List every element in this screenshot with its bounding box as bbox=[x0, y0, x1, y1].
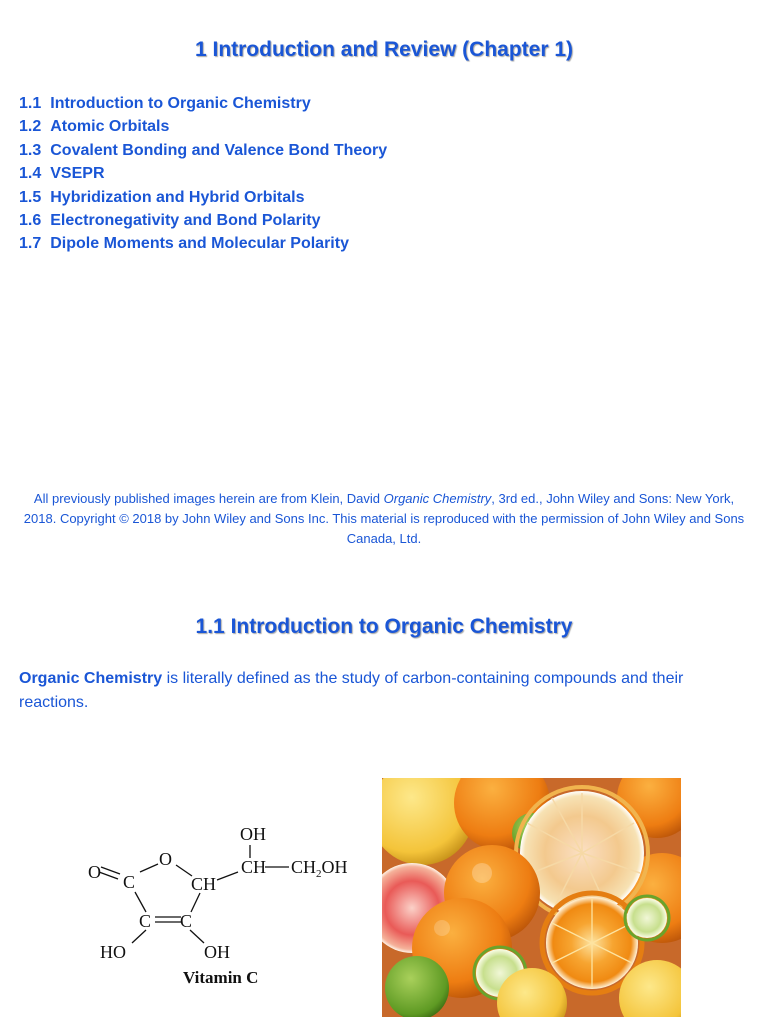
definition-paragraph bbox=[19, 667, 739, 715]
toc-label: Dipole Moments and Molecular Polarity bbox=[50, 235, 349, 253]
atom-label-subscript: 2 bbox=[316, 868, 322, 880]
vitamin-c-structure bbox=[80, 810, 370, 995]
atom-label: C bbox=[180, 911, 193, 931]
toc-label: Electronegativity and Bond Polarity bbox=[50, 212, 321, 230]
atom-label: HO bbox=[100, 942, 126, 962]
toc-item[interactable] bbox=[19, 139, 387, 162]
atom-label: O bbox=[159, 849, 172, 869]
toc-number: 1.4 bbox=[19, 165, 42, 183]
molecule-caption: Vitamin C bbox=[183, 968, 259, 987]
atom-label: OH bbox=[204, 942, 230, 962]
atom-label-main: CH bbox=[291, 857, 317, 877]
atom-label: CH bbox=[191, 874, 217, 894]
toc-label: Covalent Bonding and Valence Bond Theory bbox=[50, 141, 388, 159]
toc-item[interactable] bbox=[19, 209, 387, 232]
toc-number: 1.6 bbox=[19, 212, 42, 230]
toc-label: VSEPR bbox=[50, 165, 105, 183]
credit-book-title: Organic Chemistry bbox=[383, 491, 492, 506]
definition-text: is literally defined as the study of carbon-containing compounds and their reactions. bbox=[19, 670, 684, 711]
toc-number: 1.2 bbox=[19, 118, 42, 136]
citrus-fruit-photo bbox=[382, 778, 681, 1017]
credit-text: All previously published images herein are from Klein, David bbox=[33, 491, 384, 506]
toc-label: Atomic Orbitals bbox=[50, 118, 170, 136]
atom-label: C bbox=[139, 911, 152, 931]
page-title: 1 Introduction and Review (Chapter 1) bbox=[194, 38, 574, 61]
toc-number: 1.1 bbox=[19, 95, 42, 112]
toc-item[interactable] bbox=[19, 115, 387, 138]
toc-label: Hybridization and Hybrid Orbitals bbox=[50, 188, 305, 206]
copyright-notice bbox=[18, 489, 750, 549]
credit-text-end: , 3rd ed., John Wiley and Sons: New York, 2018. Copyright © 2018 by John Wiley and Sons Inc. This material is reproduced with the permission of John Wiley and Sons Canada, Ltd. bbox=[23, 491, 745, 546]
toc-item[interactable] bbox=[19, 162, 387, 185]
atom-label bbox=[291, 857, 348, 880]
toc-item[interactable] bbox=[19, 92, 387, 115]
toc-item[interactable] bbox=[19, 232, 387, 255]
toc-number: 1.5 bbox=[19, 188, 42, 206]
toc-label: Introduction to Organic Chemistry bbox=[50, 95, 311, 112]
table-of-contents bbox=[19, 92, 387, 256]
toc-number: 1.7 bbox=[19, 235, 42, 253]
toc-item[interactable] bbox=[19, 186, 387, 209]
atom-label-end: OH bbox=[321, 857, 348, 877]
toc-number: 1.3 bbox=[19, 141, 42, 159]
atom-label: OH bbox=[240, 824, 266, 844]
atom-label: C bbox=[123, 872, 136, 892]
section-title: 1.1 Introduction to Organic Chemistry bbox=[195, 615, 573, 638]
atom-label: O bbox=[88, 862, 101, 882]
atom-label: CH bbox=[241, 857, 267, 877]
definition-term: Organic Chemistry bbox=[19, 670, 163, 687]
